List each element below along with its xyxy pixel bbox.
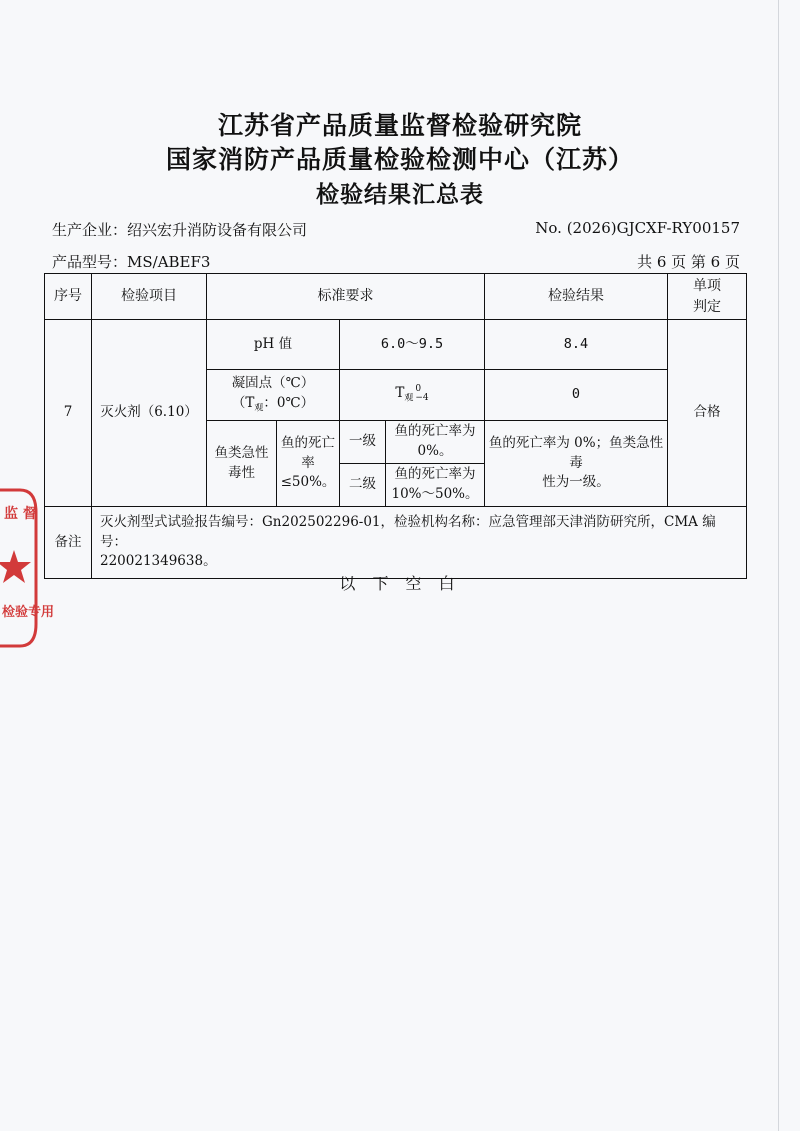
header-result: 检验结果: [485, 274, 668, 320]
freeze-req-upper: 0: [415, 383, 422, 394]
cell-fish-death: [277, 421, 340, 507]
page-count: 共 6 页 第 6 页: [637, 253, 740, 271]
note-line1: 灭火剂型式试验报告编号：Gn202502296-01，检验机构名称：应急管理部天津消防研究所，CMA 编号：: [100, 514, 716, 550]
model-label: 产品型号：: [52, 253, 128, 271]
cell-verdict: 合格: [668, 320, 747, 507]
grade1-req-line2: 0%。: [417, 443, 453, 459]
freeze-req-t: T: [395, 385, 405, 402]
cell-item: 灭火剂（6.10）: [92, 320, 207, 507]
cell-seq: 7: [45, 320, 92, 507]
model-line: [52, 251, 210, 272]
freeze-label-line2a: （T: [231, 394, 255, 411]
header-verdict-line2: 判定: [693, 298, 721, 315]
header-item: 检验项目: [92, 274, 207, 320]
inspection-seal: [0, 488, 55, 648]
cell-ph-requirement: 6.0～9.5: [340, 320, 485, 370]
cell-ph-label: pH 值: [207, 320, 340, 370]
cell-grade2-requirement: [386, 464, 485, 507]
grade1-req-line1: 鱼的死亡率为: [394, 423, 476, 440]
seal-text-top: 监 督: [4, 506, 37, 522]
fish-result-line1: 鱼的死亡率为 0%；鱼类急性毒: [488, 435, 664, 471]
model-value: MS/ABEF3: [127, 253, 211, 271]
freeze-label-sub: 观: [254, 403, 264, 414]
note-line2: 220021349638。: [100, 553, 217, 570]
cell-grade1: 一级: [340, 421, 386, 464]
manufacturer-line: [52, 219, 307, 240]
cell-freeze-label: [207, 370, 340, 421]
freeze-req-lower: −4: [415, 392, 429, 403]
header-verdict-line1: 单项: [693, 278, 721, 295]
report-number: No. (2026)GJCXF-RY00157: [535, 219, 740, 237]
freeze-label-line2b: ：0℃）: [263, 394, 315, 411]
table-header-row: [45, 274, 747, 320]
fish-death-line1: 鱼的死亡: [281, 435, 335, 452]
center-title: 国家消防产品质量检验检测中心（江苏）: [165, 145, 634, 174]
fish-label-line1: 鱼类急性: [214, 444, 269, 461]
freeze-req-sub: 观: [404, 393, 414, 404]
seal-star-icon: [0, 550, 31, 583]
freeze-label-line1: 凝固点（℃）: [231, 375, 315, 392]
cell-grade2: 二级: [340, 464, 386, 507]
cell-freeze-result: 0: [485, 370, 668, 421]
freeze-req-tolerance: [415, 385, 428, 403]
end-of-content-text: 以 下 空 白: [339, 574, 461, 593]
seal-text-bottom: 检验专用: [2, 605, 55, 620]
manufacturer-value: 绍兴宏升消防设备有限公司: [127, 221, 308, 239]
grade2-req-line1: 鱼的死亡率为: [394, 466, 476, 483]
header-standard: 标准要求: [207, 274, 485, 320]
table-row: [45, 320, 747, 370]
cell-note-label: 备注: [45, 507, 92, 579]
fish-death-line2: 率≤50%。: [280, 454, 336, 491]
header-verdict: [668, 274, 747, 320]
grade2-req-line2: 10%～50%。: [391, 486, 479, 502]
fish-result-line2: 性为一级。: [542, 474, 610, 491]
cell-fish-label: [207, 421, 277, 507]
cell-ph-result: 8.4: [485, 320, 668, 370]
table-title: 检验结果汇总表: [316, 181, 484, 208]
cell-freeze-requirement: [340, 370, 485, 421]
fish-label-line2: 毒性: [228, 464, 255, 481]
cell-fish-result: [485, 421, 668, 507]
institute-title: 江苏省产品质量监督检验研究院: [217, 111, 582, 140]
table-note-row: [45, 507, 747, 579]
results-table: [44, 273, 747, 579]
cell-grade1-requirement: [386, 421, 485, 464]
cell-note: [92, 507, 747, 579]
manufacturer-label: 生产企业：: [52, 221, 128, 239]
header-seq: 序号: [45, 274, 92, 320]
